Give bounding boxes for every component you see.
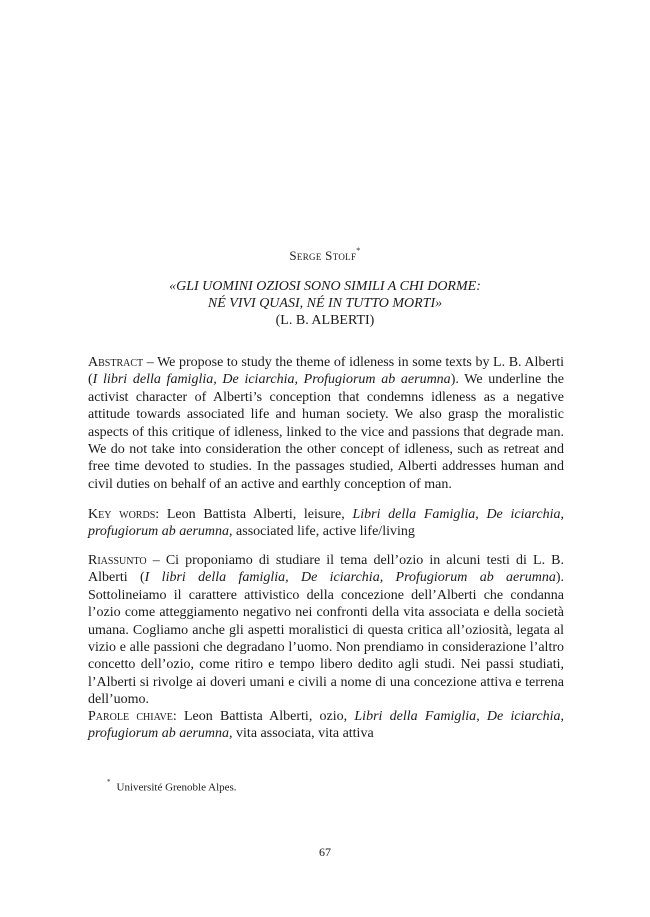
- parole-comma-1: ,: [476, 709, 487, 724]
- author-name-text: Serge Stolf: [289, 248, 357, 263]
- keywords-work-1: Libri della Famiglia: [352, 507, 476, 522]
- title-line-1: «GLI UOMINI OZIOSI SONO SIMILI A CHI DORME:: [169, 279, 481, 294]
- keywords-text-1: Leon Battista Alberti, leisure,: [159, 507, 353, 522]
- author-footnote-marker: *: [356, 246, 361, 255]
- author-name: [0, 248, 650, 264]
- riassunto-label: Riassunto: [88, 553, 147, 568]
- page-number: 67: [319, 845, 331, 859]
- keywords-work-3: profugiorum ab aerumna: [88, 524, 230, 540]
- parole-work-2: De iciarchia: [486, 709, 561, 724]
- footnote-marker: *: [107, 778, 111, 786]
- footnote-text: Université Grenoble Alpes.: [116, 781, 237, 794]
- abstract-paragraph: [88, 354, 564, 493]
- abstract-label: Abstract: [88, 355, 144, 370]
- parole-work-3: profugiorum ab aerumna: [88, 726, 230, 742]
- footnote: [107, 780, 237, 794]
- abstract-works: I libri della famiglia, De iciarchia, Profugiorum ab aerumna: [92, 372, 451, 388]
- keywords-text-2: , associated life, active life/living: [229, 524, 415, 540]
- riassunto-paragraph: [88, 552, 564, 709]
- riassunto-works: I libri della famiglia, De iciarchia, Profugiorum ab aerumna: [144, 570, 556, 586]
- abstract-sep: –: [143, 355, 158, 370]
- article-title: [0, 278, 650, 329]
- parole-text-2: , vita associata, vita attiva: [229, 726, 374, 742]
- parole-chiave-paragraph: [88, 708, 564, 743]
- keywords-paragraph: [88, 506, 564, 541]
- riassunto-text-2: ). Sottolineiamo il carattere attivistico della concezione dell’Alberti che condanna l’ozio come atteggiamento negativo nei confronti della vita associata e della società umana. Cogliamo anche gli aspetti moralistici di questa critica all’oziosità, legata al vizio e alle passioni che degradano l’uomo. Non prendiamo in considerazione l’altro concetto dell’ozio, come ritiro e tempo libero dedito agli studi. Nei passi studiati, l’Alberti si rivolge ai doveri umani e civili a nome di una concezione attiva e terrena dell’uomo.: [88, 570, 564, 708]
- parole-chiave-label: Parole chiave:: [88, 709, 177, 724]
- parole-work-1: Libri della Famiglia: [354, 709, 477, 724]
- parole-text-1: Leon Battista Alberti, ozio,: [176, 709, 355, 724]
- abstract-text-2: ). We underline the activist character of Alberti’s conception that condemns idleness as a negative attitude towards associated life and human society. We also grasp the moralistic aspects of this critique of idleness, linked to the vice and passions that degrade man. We do not take into consideration the other concept of idleness, such as retreat and free time devoted to studies. In the passages studied, Alberti addresses human and civil duties on behalf of an active and earthly conception of man.: [88, 372, 564, 492]
- title-line-3: (L. B. ALBERTI): [275, 313, 375, 328]
- keywords-comma-2: ,: [560, 507, 564, 522]
- keywords-label: Key words:: [88, 507, 160, 522]
- abstract-text-1: We propose to study the theme of idleness in some texts by L. B. Alberti (: [88, 355, 565, 388]
- title-line-2: NÉ VIVI QUASI, NÉ IN TUTTO MORTI»: [207, 296, 443, 311]
- riassunto-sep: –: [146, 553, 166, 568]
- keywords-comma-1: ,: [475, 507, 487, 522]
- parole-comma-2: ,: [560, 709, 564, 724]
- riassunto-text-1: Ci proponiamo di studiare il tema dell’ozio in alcuni testi di L. B. Alberti (: [88, 553, 565, 586]
- keywords-work-2: De iciarchia: [486, 507, 561, 522]
